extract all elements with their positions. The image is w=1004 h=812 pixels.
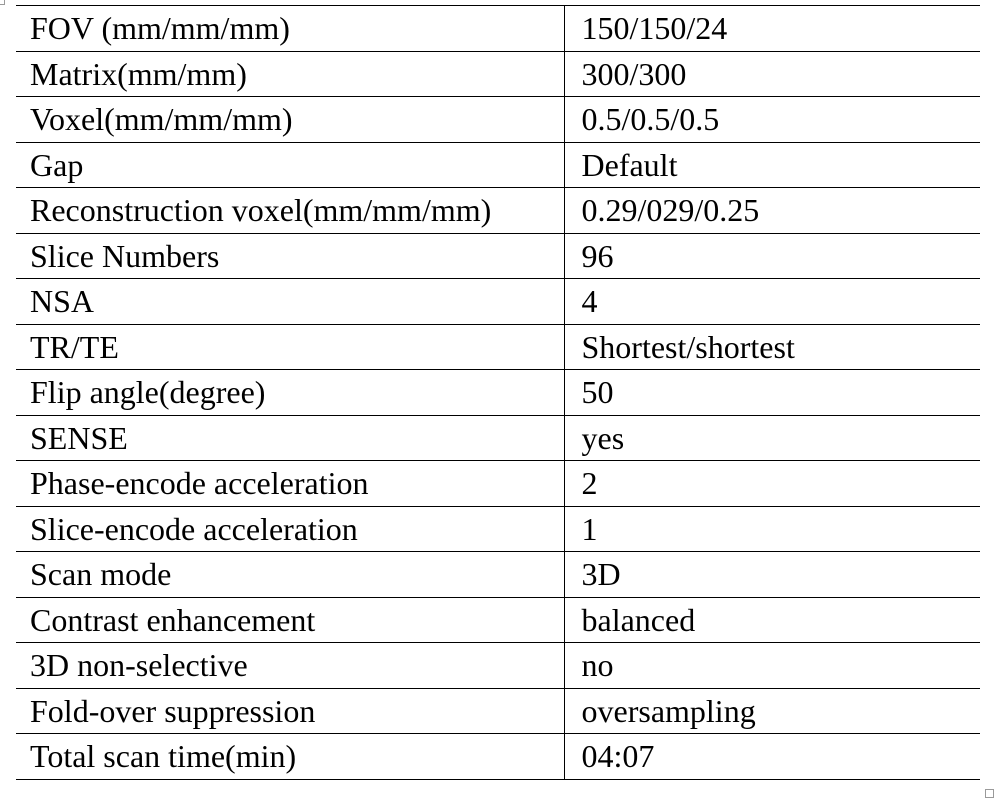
parameter-value: 3D bbox=[564, 552, 980, 598]
parameter-label: Flip angle(degree) bbox=[16, 370, 564, 416]
parameter-label: FOV (mm/mm/mm) bbox=[16, 6, 564, 52]
parameter-value: Shortest/shortest bbox=[564, 324, 980, 370]
table-row bbox=[16, 552, 980, 598]
parameter-label: Slice-encode acceleration bbox=[16, 506, 564, 552]
parameter-value: yes bbox=[564, 415, 980, 461]
parameter-label: Slice Numbers bbox=[16, 233, 564, 279]
table-row bbox=[16, 6, 980, 52]
parameter-label: Scan mode bbox=[16, 552, 564, 598]
table-resize-handle[interactable] bbox=[985, 789, 994, 798]
table-row bbox=[16, 51, 980, 97]
table-row bbox=[16, 370, 980, 416]
table-row bbox=[16, 324, 980, 370]
table-row bbox=[16, 142, 980, 188]
table-move-handle[interactable] bbox=[0, 0, 5, 5]
parameter-label: Reconstruction voxel(mm/mm/mm) bbox=[16, 188, 564, 234]
table-row bbox=[16, 97, 980, 143]
parameter-label: SENSE bbox=[16, 415, 564, 461]
parameter-value: 0.29/029/0.25 bbox=[564, 188, 980, 234]
parameter-label: Gap bbox=[16, 142, 564, 188]
parameter-value: 0.5/0.5/0.5 bbox=[564, 97, 980, 143]
parameter-label: NSA bbox=[16, 279, 564, 325]
scan-parameters-table bbox=[16, 5, 980, 780]
parameter-value: no bbox=[564, 643, 980, 689]
parameter-value: Default bbox=[564, 142, 980, 188]
table-row bbox=[16, 188, 980, 234]
parameter-value: 300/300 bbox=[564, 51, 980, 97]
parameter-label: Total scan time(min) bbox=[16, 734, 564, 780]
table-row bbox=[16, 415, 980, 461]
parameter-value: 96 bbox=[564, 233, 980, 279]
table-row bbox=[16, 688, 980, 734]
parameter-value: balanced bbox=[564, 597, 980, 643]
parameter-label: 3D non-selective bbox=[16, 643, 564, 689]
parameter-label: TR/TE bbox=[16, 324, 564, 370]
parameter-label: Matrix(mm/mm) bbox=[16, 51, 564, 97]
table-row bbox=[16, 461, 980, 507]
parameter-value: 1 bbox=[564, 506, 980, 552]
parameter-label: Fold-over suppression bbox=[16, 688, 564, 734]
parameter-value: 04:07 bbox=[564, 734, 980, 780]
parameter-label: Phase-encode acceleration bbox=[16, 461, 564, 507]
table-row bbox=[16, 233, 980, 279]
table-row bbox=[16, 734, 980, 780]
parameter-value: oversampling bbox=[564, 688, 980, 734]
table-row bbox=[16, 506, 980, 552]
parameter-value: 4 bbox=[564, 279, 980, 325]
table-row bbox=[16, 643, 980, 689]
parameter-label: Contrast enhancement bbox=[16, 597, 564, 643]
table-row bbox=[16, 279, 980, 325]
parameter-value: 150/150/24 bbox=[564, 6, 980, 52]
table-row bbox=[16, 597, 980, 643]
parameter-value: 2 bbox=[564, 461, 980, 507]
table-body bbox=[16, 6, 980, 780]
parameter-label: Voxel(mm/mm/mm) bbox=[16, 97, 564, 143]
parameter-value: 50 bbox=[564, 370, 980, 416]
